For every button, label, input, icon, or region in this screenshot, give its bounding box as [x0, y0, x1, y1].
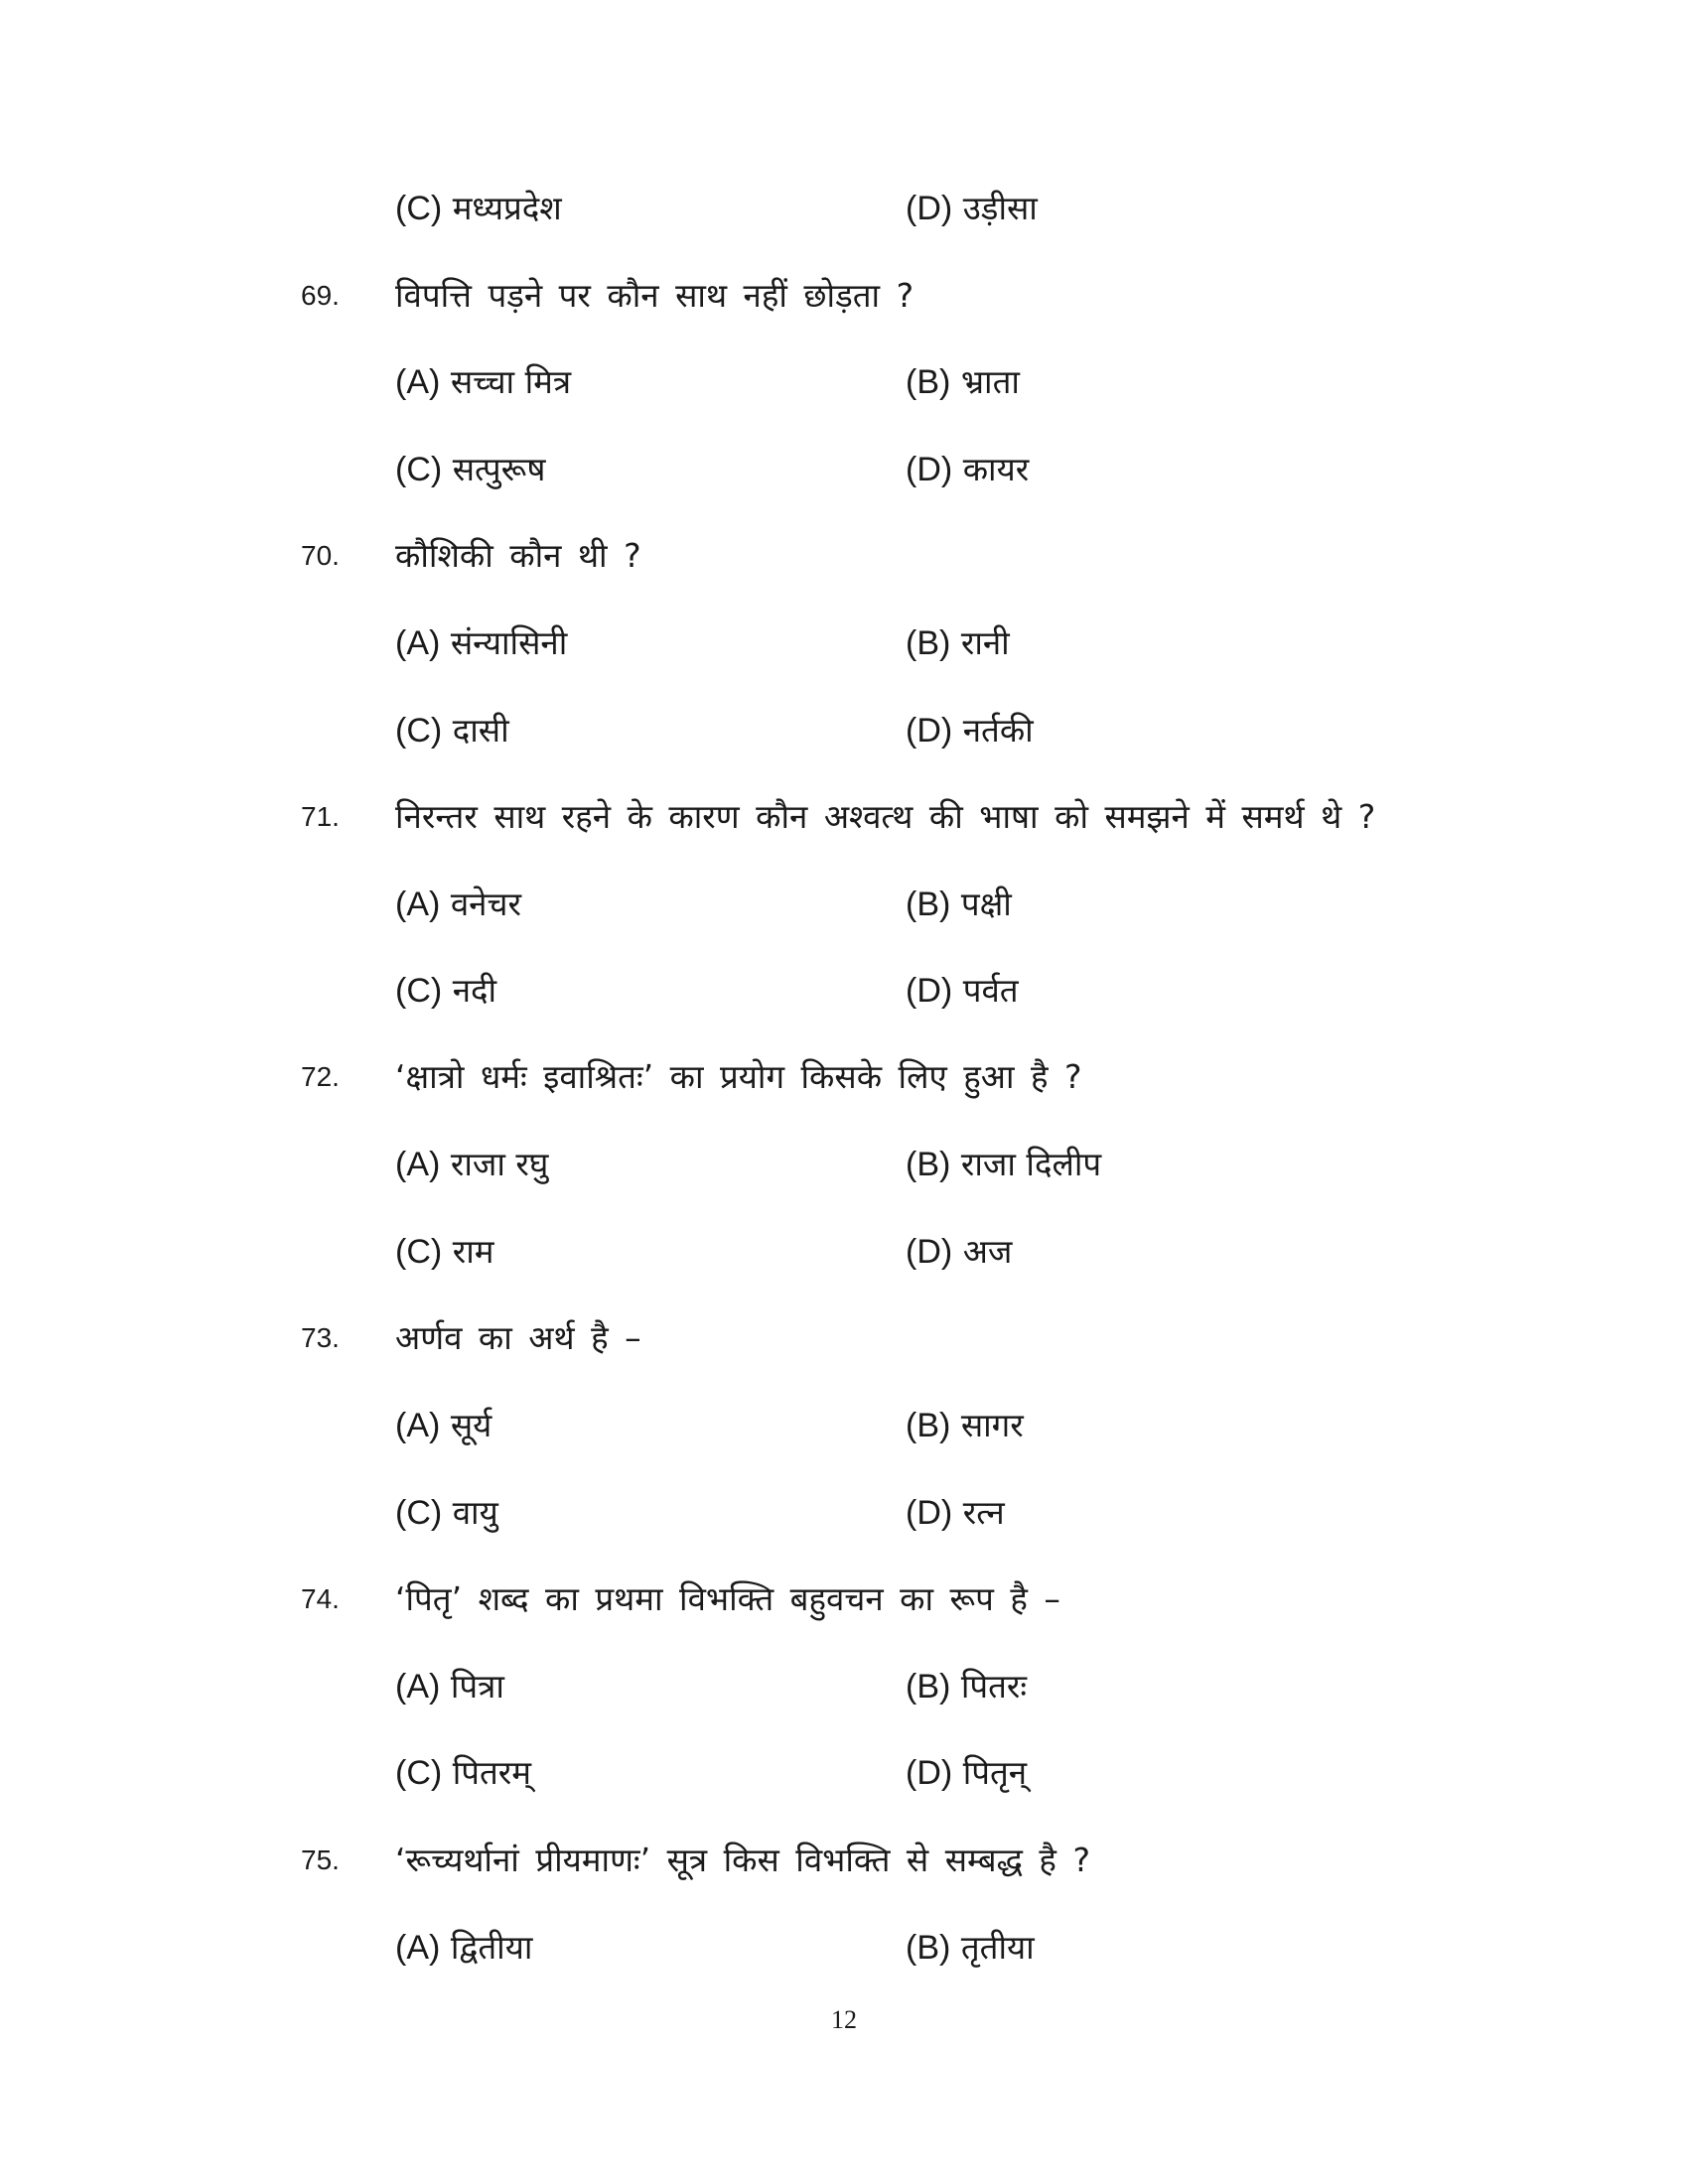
option-text: कायर	[962, 450, 1030, 488]
option-c	[395, 1222, 493, 1282]
question-70	[0, 526, 1688, 586]
question-73	[0, 1308, 1688, 1368]
option-b	[906, 1396, 1024, 1455]
option-text: राजा दिलीप	[960, 1145, 1102, 1183]
option-letter: (C)	[395, 451, 443, 488]
option-text: पितरम्	[452, 1753, 532, 1792]
option-text: तृतीया	[960, 1928, 1035, 1967]
option-text: द्वितीया	[450, 1928, 533, 1967]
question-text: कौशिकी कौन थी ?	[395, 536, 641, 575]
option-text: पक्षी	[960, 885, 1012, 923]
option-text: वनेचर	[450, 885, 521, 923]
option-letter: (D)	[906, 1494, 953, 1532]
option-letter: (B)	[906, 624, 951, 662]
option-text: रत्न	[962, 1493, 1005, 1532]
option-text: नदी	[452, 971, 497, 1010]
option-c	[395, 701, 509, 760]
option-text: पितृन्	[962, 1753, 1028, 1792]
option-letter: (B)	[906, 1929, 951, 1967]
option-text: राजा रघु	[450, 1145, 549, 1183]
page-number: 12	[831, 2005, 857, 2034]
option-letter: (C)	[395, 1754, 443, 1792]
option-row	[0, 1743, 1688, 1803]
option-letter: (A)	[395, 1146, 441, 1183]
option-text: राम	[452, 1232, 494, 1271]
option-c	[395, 179, 562, 238]
option-row	[0, 440, 1688, 499]
option-text: पितरः	[960, 1667, 1028, 1706]
option-text: भ्राता	[960, 362, 1020, 401]
option-text: सूर्य	[450, 1406, 492, 1444]
option-row	[0, 701, 1688, 760]
question-text: अर्णव का अर्थ है –	[395, 1318, 641, 1357]
option-row	[0, 1135, 1688, 1194]
option-text: वायु	[452, 1493, 498, 1532]
option-row	[0, 1657, 1688, 1716]
option-d	[906, 701, 1034, 760]
question-number: 71.	[301, 801, 340, 832]
option-text: सच्चा मित्र	[450, 362, 572, 401]
question-number: 72.	[301, 1061, 340, 1092]
question-text: ‘पितृ’ शब्द का प्रथमा विभक्ति बहुवचन का रूप है –	[395, 1579, 1060, 1618]
option-letter: (B)	[906, 1146, 951, 1183]
option-text: सागर	[960, 1406, 1024, 1444]
option-b	[906, 352, 1020, 412]
question-74	[0, 1570, 1688, 1629]
option-letter: (B)	[906, 1668, 951, 1706]
option-d	[906, 1483, 1005, 1543]
option-a	[395, 1135, 548, 1194]
option-text: अज	[962, 1232, 1013, 1271]
question-text: ‘रूच्यर्थानां प्रीयमाणः’ सूत्र किस विभक्ति से सम्बद्ध है ?	[395, 1841, 1090, 1879]
option-letter: (B)	[906, 363, 951, 401]
option-b	[906, 1135, 1101, 1194]
option-d	[906, 961, 1019, 1021]
option-text: रानी	[960, 623, 1010, 662]
option-d	[906, 1743, 1027, 1803]
option-a	[395, 875, 521, 934]
option-row	[0, 875, 1688, 934]
option-letter: (C)	[395, 712, 443, 750]
option-d	[906, 440, 1029, 499]
option-letter: (D)	[906, 1233, 953, 1271]
option-a	[395, 352, 571, 412]
question-number: 75.	[301, 1844, 340, 1875]
option-letter: (A)	[395, 363, 441, 401]
option-letter: (D)	[906, 712, 953, 750]
option-b	[906, 875, 1012, 934]
option-letter: (C)	[395, 1494, 443, 1532]
option-d	[906, 1222, 1012, 1282]
carryover-option-row	[0, 179, 1688, 238]
option-row	[0, 1918, 1688, 1978]
option-letter: (A)	[395, 886, 441, 923]
question-text: निरन्तर साथ रहने के कारण कौन अश्वत्थ की भाषा को समझने में समर्थ थे ?	[395, 797, 1376, 836]
option-row	[0, 961, 1688, 1021]
option-text: दासी	[452, 711, 509, 750]
option-a	[395, 614, 567, 673]
option-letter: (A)	[395, 1929, 441, 1967]
question-71	[0, 787, 1688, 847]
option-letter: (D)	[906, 190, 953, 227]
option-c	[395, 1743, 531, 1803]
option-d	[906, 179, 1038, 238]
option-b	[906, 1657, 1027, 1716]
question-number: 74.	[301, 1583, 340, 1614]
option-letter: (D)	[906, 1754, 953, 1792]
option-a	[395, 1657, 504, 1716]
option-letter: (D)	[906, 972, 953, 1010]
option-text: मध्यप्रदेश	[452, 189, 562, 227]
option-text: उड़ीसा	[962, 189, 1038, 227]
option-b	[906, 614, 1010, 673]
option-row	[0, 352, 1688, 412]
question-75	[0, 1831, 1688, 1890]
option-a	[395, 1918, 532, 1978]
option-letter: (C)	[395, 972, 443, 1010]
option-text: पर्वत	[962, 971, 1019, 1010]
option-row	[0, 1396, 1688, 1455]
option-letter: (A)	[395, 624, 441, 662]
option-letter: (C)	[395, 190, 443, 227]
option-letter: (B)	[906, 1407, 951, 1444]
question-number: 73.	[301, 1322, 340, 1353]
question-72	[0, 1047, 1688, 1107]
option-letter: (A)	[395, 1407, 441, 1444]
option-b	[906, 1918, 1035, 1978]
option-text: पित्रा	[450, 1667, 504, 1706]
option-text: सत्पुरूष	[452, 450, 546, 488]
option-letter: (D)	[906, 451, 953, 488]
option-c	[395, 961, 496, 1021]
option-c	[395, 440, 545, 499]
option-letter: (B)	[906, 886, 951, 923]
option-text: नर्तकी	[962, 711, 1034, 750]
option-row	[0, 1222, 1688, 1282]
option-letter: (A)	[395, 1668, 441, 1706]
question-text: ‘क्षात्रो धर्मः इवाश्रितः’ का प्रयोग किसके लिए हुआ है ?	[395, 1057, 1082, 1096]
question-69	[0, 266, 1688, 326]
option-row	[0, 614, 1688, 673]
question-number: 69.	[301, 280, 340, 311]
option-text: संन्यासिनी	[450, 623, 568, 662]
option-a	[395, 1396, 492, 1455]
option-c	[395, 1483, 498, 1543]
question-number: 70.	[301, 540, 340, 571]
question-text: विपत्ति पड़ने पर कौन साथ नहीं छोड़ता ?	[395, 276, 914, 315]
option-row	[0, 1483, 1688, 1543]
option-letter: (C)	[395, 1233, 443, 1271]
